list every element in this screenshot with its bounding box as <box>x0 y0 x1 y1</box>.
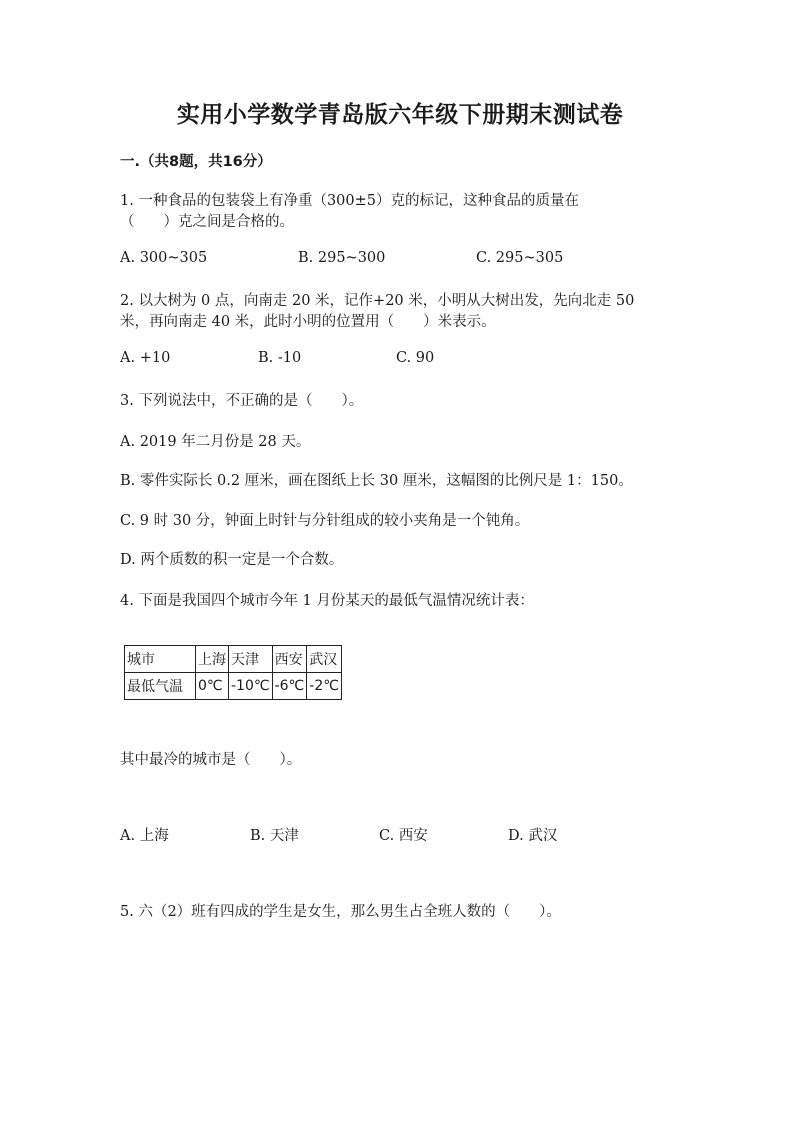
q3-stem: 3. 下列说法中，不正确的是（ ）。 <box>120 393 364 409</box>
table-cell: 武汉 <box>307 646 342 673</box>
table-row <box>125 673 342 700</box>
q2-stem-line2: 米，再向南走 40 米，此时小明的位置用（ ）米表示。 <box>120 314 496 330</box>
table-cell: 最低气温 <box>125 673 196 700</box>
table-cell: 0℃ <box>196 673 229 700</box>
table-cell: 西安 <box>272 646 307 673</box>
q5-stem: 5. 六（2）班有四成的学生是女生，那么男生占全班人数的（ ）。 <box>120 904 561 920</box>
q1-stem-line2: （ ）克之间是合格的。 <box>120 214 294 230</box>
table-cell: -6℃ <box>272 673 307 700</box>
q3-option-c: C. 9 时 30 分，钟面上时针与分针组成的较小夹角是一个钝角。 <box>120 513 530 529</box>
table-cell: 上海 <box>196 646 229 673</box>
q1-option-c: C. 295~305 <box>476 250 564 266</box>
q1-option-b: B. 295~300 <box>298 250 386 266</box>
table-cell: -2℃ <box>307 673 342 700</box>
table-row <box>125 646 342 673</box>
q2-option-c: C. 90 <box>396 350 435 366</box>
q4-option-c: C. 西安 <box>379 828 428 844</box>
q3-option-a: A. 2019 年二月份是 28 天。 <box>120 434 311 450</box>
q4-stem: 4. 下面是我国四个城市今年 1 月份某天的最低气温情况统计表： <box>120 593 534 609</box>
table-cell: 天津 <box>229 646 273 673</box>
table-cell: 城市 <box>125 646 196 673</box>
page-title: 实用小学数学青岛版六年级下册期末测试卷 <box>176 102 624 128</box>
q3-option-b: B. 零件实际长 0.2 厘米，画在图纸上长 30 厘米，这幅图的比例尺是 1：150。 <box>120 473 633 489</box>
q2-stem-line1: 2. 以大树为 0 点，向南走 20 米，记作+20 米，小明从大树出发，先向北走 50 <box>120 293 635 309</box>
q2-option-b: B. -10 <box>258 350 302 366</box>
q4-option-a: A. 上海 <box>120 828 169 844</box>
q1-option-a: A. 300~305 <box>120 250 208 266</box>
q4-option-b: B. 天津 <box>250 828 299 844</box>
q4-question: 其中最冷的城市是（ ）。 <box>120 752 302 768</box>
q4-option-d: D. 武汉 <box>508 828 558 844</box>
q3-option-d: D. 两个质数的积一定是一个合数。 <box>120 552 344 568</box>
temperature-table <box>124 645 342 700</box>
q2-option-a: A. +10 <box>120 350 171 366</box>
table-cell: -10℃ <box>229 673 273 700</box>
q1-stem-line1: 1. 一种食品的包装袋上有净重（300±5）克的标记，这种食品的质量在 <box>120 193 579 209</box>
section-heading: 一.（共8题，共16分） <box>120 154 272 170</box>
